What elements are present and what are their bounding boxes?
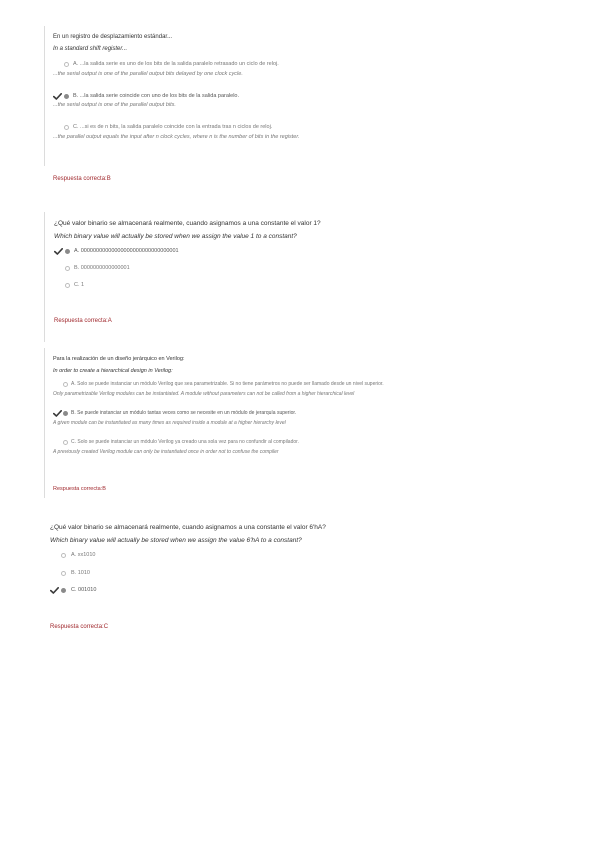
option-b-text: B. Se puede instanciar un módulo tantas veces como se necesite en un módulo de jerarquía superior. xyxy=(71,410,297,416)
option-a-radio[interactable] xyxy=(64,62,69,67)
option-b-radio[interactable] xyxy=(65,266,70,271)
option-a-text-en: Only parametrizable Verilog modules can be instantiated. A module without parameters can not be called from a higher hierarchical level xyxy=(53,391,355,397)
option-b-text-en: ...the serial output is one of the parallel output bits. xyxy=(53,102,176,108)
question-text-en: In order to create a hierarchical design in Verilog: xyxy=(53,368,173,374)
option-c-text-en: A previously created Verilog module can only be instantiated once in order not to confuse the compiler xyxy=(53,449,279,455)
correct-answer: Respuesta correcta:B xyxy=(53,176,111,182)
option-b-text: B. 0000000000000001 xyxy=(74,265,130,271)
option-c-text: C. 1 xyxy=(74,282,85,288)
question-text-es: Para la realización de un diseño jerárquico en Verilog: xyxy=(53,356,185,362)
question-text-en: In a standard shift register... xyxy=(53,46,128,52)
option-c-radio[interactable] xyxy=(64,125,69,130)
option-b-text: B. ...la salida serie coincide con uno de los bits de la salida paralelo. xyxy=(73,93,240,99)
option-c-text: C. ...si es de n bits, la salida paralelo coincide con la entrada tras n ciclos de reloj. xyxy=(73,124,273,130)
option-a-text: A. xx1010 xyxy=(71,552,96,558)
option-c-text-en: ...the parallel output equals the input after n clock cycles, where n is the number of bits in the register. xyxy=(53,134,300,140)
option-a-radio[interactable] xyxy=(65,249,70,254)
correct-answer: Respuesta correcta:C xyxy=(50,624,109,630)
option-c-radio[interactable] xyxy=(63,440,68,445)
option-c-radio[interactable] xyxy=(65,283,70,288)
question-text-en: Which binary value will actually be stored when we assign the value 1 to a constant? xyxy=(54,233,297,240)
option-a-radio[interactable] xyxy=(63,382,68,387)
checkmark-icon xyxy=(50,587,59,594)
checkmark-icon xyxy=(54,248,63,255)
correct-answer: Respuesta correcta:A xyxy=(54,318,112,324)
question-text-es: ¿Qué valor binario se almacenará realmente, cuando asignamos a una constante el valor 1? xyxy=(54,220,321,227)
question-text-en: Which binary value will actually be stored when we assign the value 6'hA to a constant? xyxy=(50,537,302,544)
option-b-text: B. 1010 xyxy=(71,570,90,576)
option-c-radio[interactable] xyxy=(61,588,66,593)
question-divider xyxy=(44,26,45,166)
option-a-radio[interactable] xyxy=(61,553,66,558)
option-b-text-en: A given module can be instantiated as many times as required inside a module at a higher hierarchy level xyxy=(53,420,286,426)
option-b-radio[interactable] xyxy=(63,411,68,416)
question-text-es: ¿Qué valor binario se almacenará realmente, cuando asignamos a una constante el valor 6'hA? xyxy=(50,524,326,531)
question-text-es: En un registro de desplazamiento estándar... xyxy=(53,34,173,40)
option-b-radio[interactable] xyxy=(61,571,66,576)
question-divider xyxy=(44,348,45,498)
checkmark-icon xyxy=(53,93,62,100)
option-c-text: C. Solo se puede instanciar un módulo Verilog ya creado una sola vez para no confundir al compilador. xyxy=(71,439,299,445)
checkmark-icon xyxy=(53,410,62,417)
question-divider xyxy=(44,212,45,342)
correct-answer: Respuesta correcta:B xyxy=(53,486,106,492)
option-a-text-en: ...the serial output is one of the parallel output bits delayed by one clock cycle. xyxy=(53,71,243,77)
option-b-radio[interactable] xyxy=(64,94,69,99)
option-a-text: A. 00000000000000000000000000000001 xyxy=(74,248,179,254)
option-a-text: A. ...la salida serie es uno de los bits de la salida paralelo retrasado un ciclo de reloj. xyxy=(73,61,279,67)
option-a-text: A. Solo se puede instanciar un módulo Verilog que sea parametrizable. Si no tiene parámetros no puede ser llamado desde un nivel superior. xyxy=(71,381,384,387)
option-c-text: C. 001010 xyxy=(71,587,97,593)
